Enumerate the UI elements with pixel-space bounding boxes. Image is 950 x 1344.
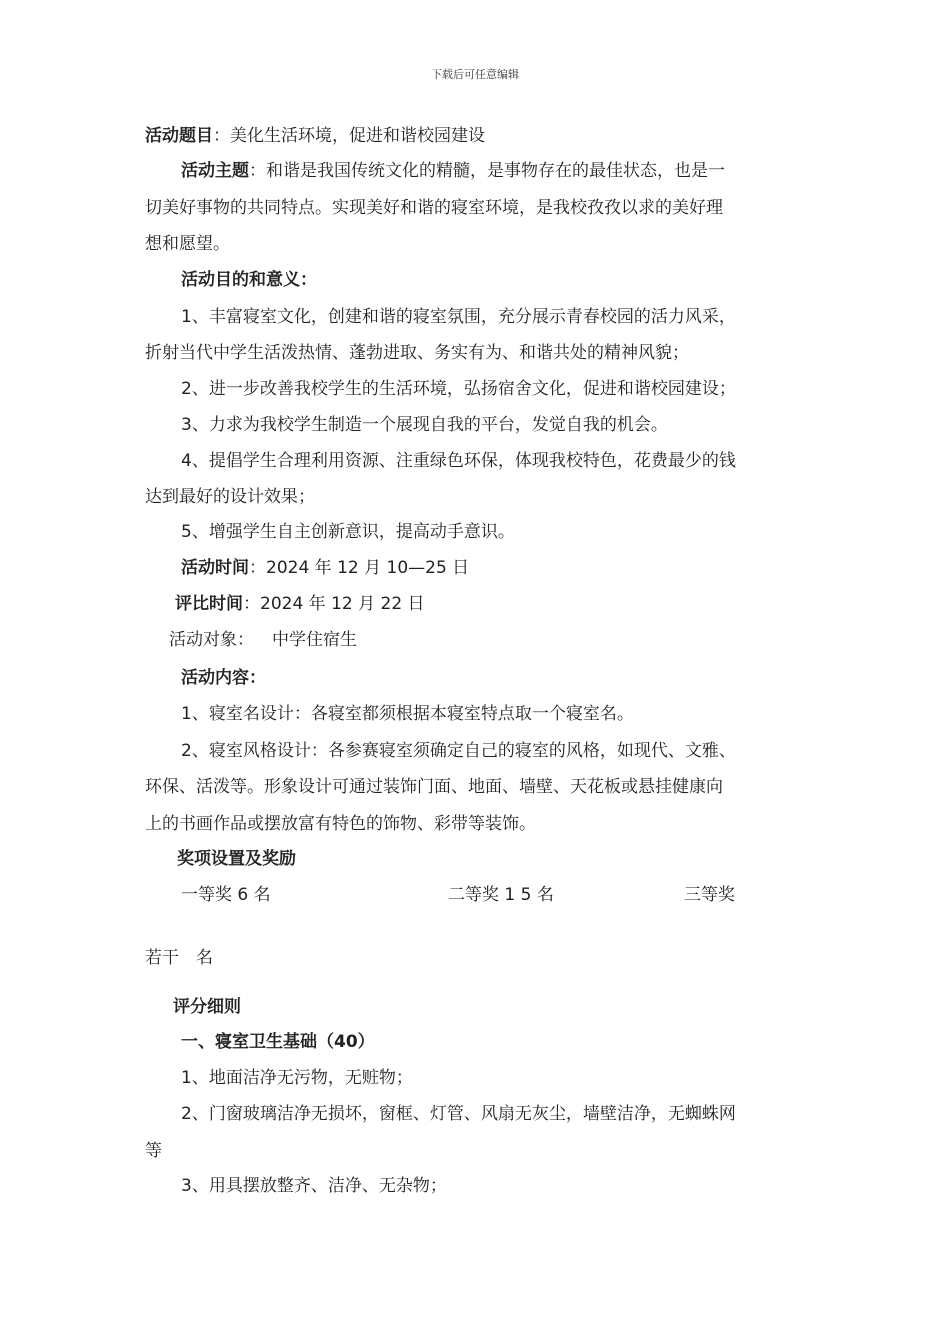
- scoring-item: 3、用具摆放整齐、洁净、无杂物；: [181, 1176, 447, 1196]
- judge-time-value: ：2024 年 12 月 22 日: [243, 594, 425, 614]
- purpose-item: 达到最好的设计效果；: [145, 487, 315, 507]
- purpose-item: 折射当代中学生活泼热情、蓬勃进取、务实有为、和谐共处的精神风貌；: [145, 343, 689, 363]
- page-header: 下载后可任意编辑: [431, 68, 519, 81]
- activity-title-label: 活动题目: [145, 126, 213, 146]
- purpose-item: 3、力求为我校学生制造一个展现自我的平台，发觉自我的机会。: [181, 415, 668, 435]
- activity-theme-line-2: 切美好事物的共同特点。实现美好和谐的寝室环境，是我校孜孜以求的美好理: [145, 198, 723, 218]
- judge-time-label: 评比时间: [175, 594, 243, 614]
- judge-time-line: [175, 592, 425, 616]
- purpose-item: 4、提倡学生合理利用资源、注重绿色环保，体现我校特色，花费最少的钱: [181, 451, 736, 471]
- scoring-item: 1、地面洁净无污物，无赃物；: [181, 1068, 413, 1088]
- activity-target-label: 活动对象：: [169, 630, 254, 650]
- content-item: 上的书画作品或摆放富有特色的饰物、彩带等装饰。: [145, 814, 536, 834]
- activity-time-label: 活动时间: [181, 558, 249, 578]
- activity-theme-text: ：和谐是我国传统文化的精髓，是事物存在的最佳状态，也是一: [249, 161, 725, 181]
- activity-time-line: [181, 556, 469, 580]
- activity-title-line: [145, 124, 485, 148]
- purpose-heading: 活动目的和意义：: [181, 270, 317, 290]
- activity-target-value: 中学住宿生: [272, 630, 357, 650]
- award-third: 三等奖: [684, 885, 735, 905]
- content-item: 环保、活泼等。形象设计可通过装饰门面、地面、墙壁、天花板或悬挂健康向: [145, 777, 723, 797]
- award-third-count: 若干 名: [145, 948, 213, 968]
- content-item: 2、寝室风格设计：各参赛寝室须确定自己的寝室的风格，如现代、文雅、: [181, 741, 736, 761]
- purpose-item: 1、丰富寝室文化，创建和谐的寝室氛围，充分展示青春校园的活力风采，: [181, 307, 736, 327]
- activity-theme-line: [181, 159, 725, 183]
- activity-theme-label: 活动主题: [181, 161, 249, 181]
- activity-title-text: ：美化生活环境，促进和谐校园建设: [213, 126, 485, 146]
- scoring-item: 2、门窗玻璃洁净无损坏，窗框、灯管、风扇无灰尘，墙壁洁净，无蜘蛛网: [181, 1104, 736, 1124]
- content-heading: 活动内容：: [181, 668, 266, 688]
- activity-time-value: ：2024 年 12 月 10—25 日: [249, 558, 470, 578]
- purpose-item: 5、增强学生自主创新意识，提高动手意识。: [181, 522, 515, 542]
- award-first: 一等奖 6 名: [181, 885, 271, 905]
- scoring-section-title: 一、寝室卫生基础（40）: [181, 1032, 375, 1052]
- scoring-item: 等: [145, 1141, 162, 1161]
- award-second: 二等奖 1 5 名: [448, 885, 554, 905]
- purpose-item: 2、进一步改善我校学生的生活环境，弘扬宿舍文化，促进和谐校园建设；: [181, 379, 736, 399]
- content-item: 1、寝室名设计：各寝室都须根据本寝室特点取一个寝室名。: [181, 704, 634, 724]
- awards-heading: 奖项设置及奖励: [177, 849, 296, 869]
- activity-theme-line-3: 想和愿望。: [145, 234, 230, 254]
- activity-target-line: [169, 628, 357, 652]
- scoring-heading: 评分细则: [173, 997, 241, 1017]
